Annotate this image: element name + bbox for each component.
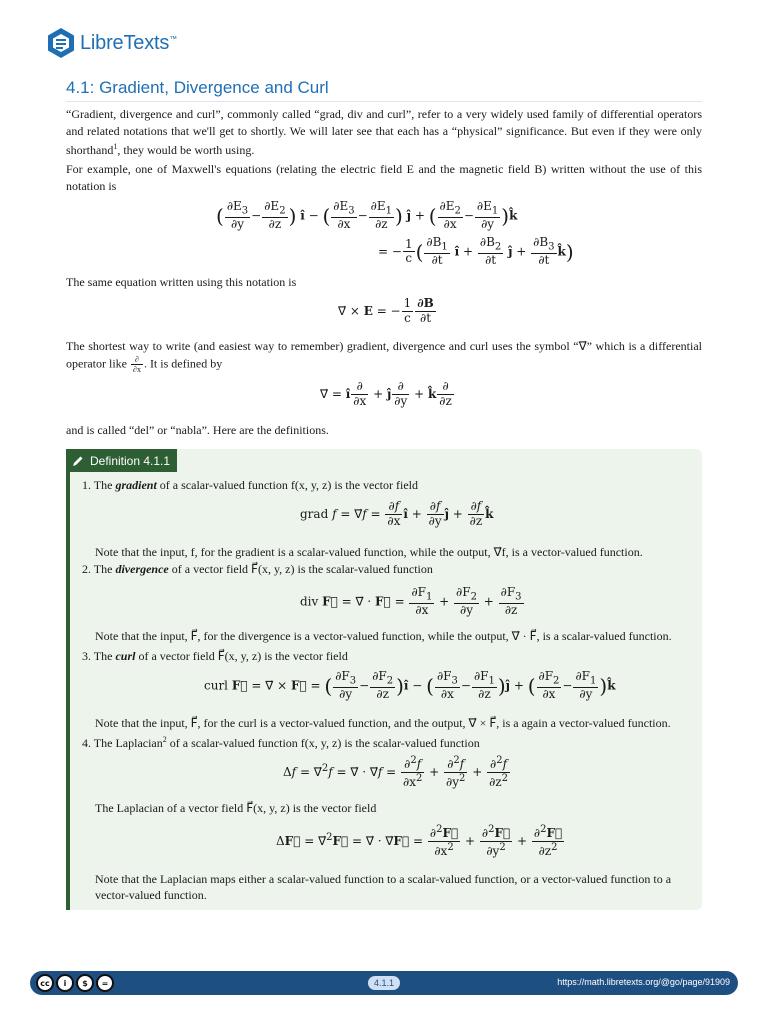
brand-name: LibreTexts™: [80, 31, 177, 54]
pencil-icon: [72, 455, 84, 467]
cc-icon: cc: [36, 974, 54, 992]
cc-license-badge[interactable]: [36, 974, 114, 992]
definition-label: Definition 4.1.1: [66, 449, 177, 472]
definition-item-gradient: 1. The gradient of a scalar-valued function f(x, y, z) is the vector field: [82, 478, 419, 492]
del-paragraph: and is called “del” or “nabla”. Here are the definitions.: [66, 423, 329, 437]
note-laplacian-vector: The Laplacian of a vector field F⃗(x, y, z) is the vector field: [95, 801, 377, 815]
attribution-icon: i: [56, 974, 74, 992]
equation-laplacian-vector: ΔF⃗ = ∇⃗$^2$F⃗ = ∇⃗ · ∇⃗F⃗ = $\frac{\partial^2F⃗}{\partial x^2}$ + $\frac{\partial^2F⃗}{\partial y^2}$ + $\frac{\partial^2F⃗}{\partial z^2}$: [276, 824, 563, 858]
shortest-paragraph: The shortest way to write (and easiest way to remember) gradient, divergence and curl uses the symbol “∇⃗” which is a differential operator like $\frac{\partial}{\partial x}$ . It is defined by: [66, 339, 702, 374]
same-equation-paragraph: The same equation written using this notation is: [66, 275, 297, 289]
page-number: 4.1.1: [368, 976, 400, 990]
libretexts-logo[interactable]: [46, 27, 177, 59]
note-divergence: Note that the input, F⃗, for the divergence is a vector-valued function, while the output, ∇⃗ · F⃗, is a scalar-valued function.: [95, 629, 672, 643]
libretexts-logo-icon: [46, 27, 76, 59]
footnote-link[interactable]: 1: [113, 142, 118, 151]
equation-curl: curl F⃗ = ∇⃗ × F⃗ = ( $\frac{\partial F_3}{\partial y}$ − $\frac{\partial F_2}{\partial z}$ )î − ( $\frac{\partial F_3}{\partial x}$ − $\frac{\partial F_1}{\partial z}$ )ĵ + ( $\frac{\partial F_2}{\partial x}$ − $\frac{\partial F_1}{\partial y}$ )k̂: [204, 669, 616, 701]
definition-item-curl: 3. The curl of a vector field F⃗(x, y, z) is the vector field: [82, 649, 348, 663]
equation-del: ∇⃗ = î $\frac{\partial}{\partial x}$ + ĵ $\frac{\partial}{\partial y}$ + k̂ $\frac{\partial}{\partial z}$: [320, 379, 452, 408]
equation-maxwell-short: ∇⃗ × E = − $\frac{1}{c}$ $\frac{\partial B}{\partial t}$: [338, 296, 434, 325]
equation-maxwell-long: ( $\frac{\partial E_3}{\partial y}$ − $\frac{\partial E_2}{\partial z}$ ) î − ( $\frac{\partial E_3}{\partial x}$ − $\frac{\partial E_1}{\partial z}$ ) ĵ + ( $\frac{\partial E_2}{\partial x}$ − $\frac{\partial E_1}{\partial y}$ )k̂: [216, 199, 518, 231]
note-curl: Note that the input, F⃗, for the curl is a vector-valued function, and the output, ∇⃗ × F⃗, is a again a vector-valued function.: [95, 716, 671, 730]
equation-maxwell-long-rhs: = − $\frac{1}{c}$ ( $\frac{\partial B_1}{\partial t}$ î + $\frac{\partial B_2}{\partial t}$ ĵ + $\frac{\partial B_3}{\partial t}$ k̂): [378, 235, 574, 267]
intro-paragraph: “Gradient, divergence and curl”, commonly called “grad, div and curl”, refer to a very widely used family of differential operators and related notations that we'll get to shortly. We will later see that each has a “physical” significance. But even if they were only shorthand$^1$, they would be worth using.: [66, 107, 702, 157]
noncommercial-icon: $: [76, 974, 94, 992]
note-laplacian-maps: Note that the Laplacian maps either a scalar-valued function to a scalar-valued function, or a vector-valued function to a vector-valued function.: [95, 872, 672, 902]
definition-item-laplacian: 4. The Laplacian$^2$ of a scalar-valued function f(x, y, z) is the scalar-valued function: [82, 735, 480, 750]
sharealike-icon: =: [96, 974, 114, 992]
footnote-link-2[interactable]: 2: [162, 735, 167, 744]
note-gradient: Note that the input, f, for the gradient is a scalar-valued function, while the output, ∇⃗f, is a vector-valued function.: [95, 545, 643, 559]
equation-divergence: div F⃗ = ∇⃗ · F⃗ = $\frac{\partial F_1}{\partial x}$ + $\frac{\partial F_2}{\partial y}$ + $\frac{\partial F_3}{\partial z}$: [300, 585, 522, 617]
page-url-link[interactable]: https://math.libretexts.org/@go/page/91909: [557, 977, 730, 987]
equation-gradient: grad f = ∇⃗f = $\frac{\partial f}{\partial x}$ î + $\frac{\partial f}{\partial y}$ ĵ + $\frac{\partial f}{\partial z}$ k̂: [300, 499, 494, 528]
page-title: 4.1: Gradient, Divergence and Curl: [66, 78, 702, 102]
definition-item-divergence: 2. The divergence of a vector field F⃗(x, y, z) is the scalar-valued function: [82, 562, 433, 576]
equation-laplacian-scalar: Δf = ∇⃗$^2$f = ∇⃗ · ∇⃗f = $\frac{\partial^2f}{\partial x^2}$ + $\frac{\partial^2f}{\partial y^2}$ + $\frac{\partial^2f}{\partial z^2}$: [283, 755, 508, 789]
maxwell-paragraph: For example, one of Maxwell's equations (relating the electric field E and the magnetic field B) written without the use of this notation is: [66, 162, 702, 193]
